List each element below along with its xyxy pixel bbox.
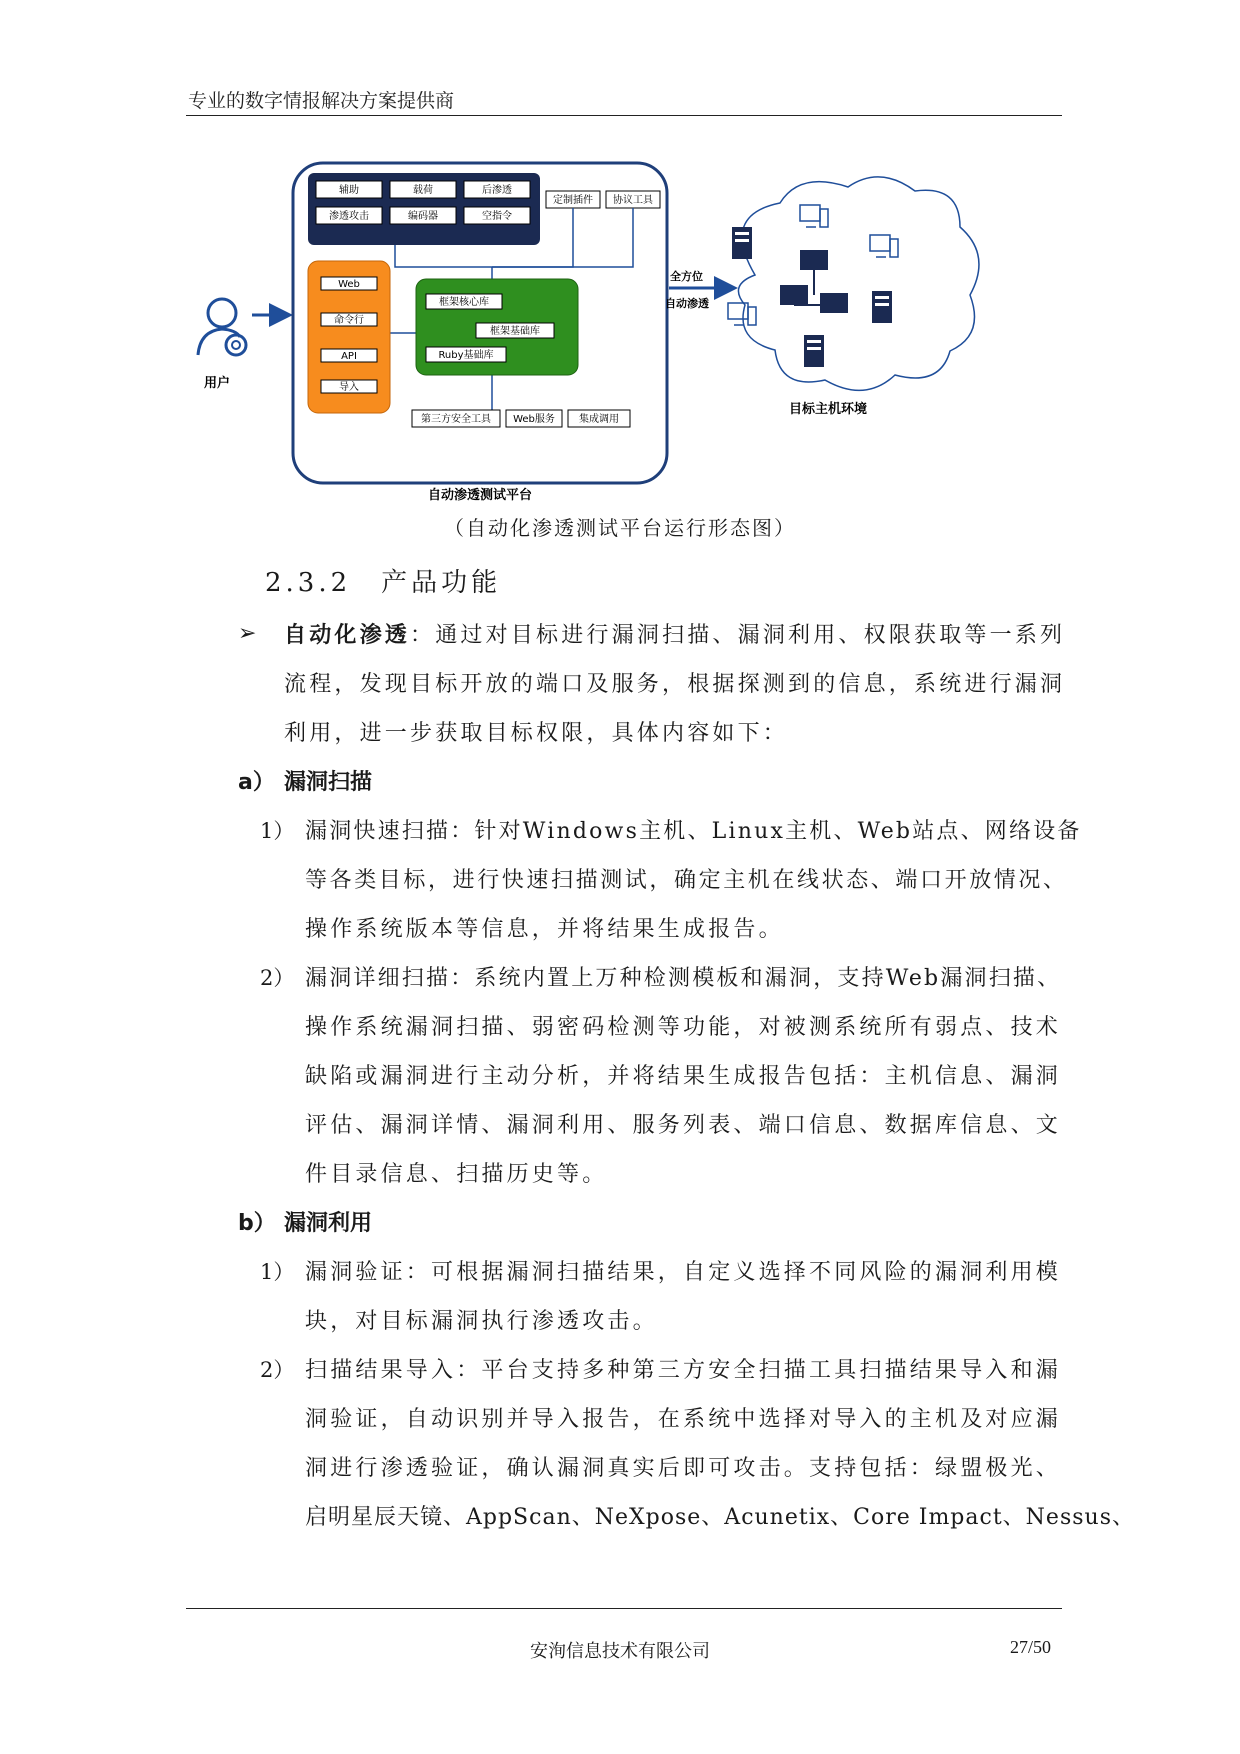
module-label: 载荷: [413, 185, 433, 196]
intro-line: [284, 618, 1065, 649]
section-title: 2.3.2 产品功能: [265, 568, 502, 598]
figure-caption: （自动化渗透测试平台运行形态图）: [444, 516, 796, 540]
item-line: 洞验证，自动识别并导入报告，在系统中选择对导入的主机及对应漏: [305, 1407, 1062, 1432]
user-icon: [198, 299, 246, 355]
bullet-arrow-icon: ➢: [238, 621, 257, 646]
intro-bold-title: 自动化渗透: [284, 623, 411, 648]
core-lib-label: 框架核心库: [439, 297, 489, 308]
part-b-title: 漏洞利用: [284, 1211, 373, 1236]
item-line: 操作系统漏洞扫描、弱密码检测等功能，对被测系统所有弱点、技术: [305, 1015, 1062, 1040]
arrow-label-2: 自动渗透: [665, 297, 709, 310]
item-line: 件目录信息、扫描历史等。: [305, 1162, 608, 1187]
item-line: 操作系统版本等信息，并将结果生成报告。: [305, 917, 784, 942]
module-label: 空指令: [482, 211, 512, 222]
module-label: 辅助: [339, 185, 359, 196]
item-number: 1）: [260, 819, 295, 843]
platform-label: 自动渗透测试平台: [427, 488, 533, 503]
item-line: 缺陷或漏洞进行主动分析，并将结果生成报告包括：主机信息、漏洞: [305, 1064, 1062, 1089]
item-number: 2）: [260, 966, 295, 990]
page-header-title: 专业的数字情报解决方案提供商: [188, 90, 455, 112]
module-label: 后渗透: [482, 185, 512, 196]
protocol-tool-label: 协议工具: [613, 195, 653, 206]
target-label: 目标主机环境: [788, 402, 868, 417]
platform-diagram: [180, 155, 1080, 513]
item-line: 漏洞验证：可根据漏洞扫描结果，自定义选择不同风险的漏洞利用模: [305, 1260, 1062, 1285]
module-label: 渗透攻击: [329, 211, 369, 222]
item-line: 漏洞快速扫描：针对Windows主机、Linux主机、Web站点、网络设备: [305, 819, 1082, 844]
base-lib-label: 框架基础库: [490, 326, 540, 337]
arrow-label-1: 全方位: [670, 270, 703, 283]
server-icon: [732, 227, 752, 259]
part-a-title: 漏洞扫描: [284, 770, 373, 795]
intro-line: 流程，发现目标开放的端口及服务，根据探测到的信息，系统进行漏洞: [284, 672, 1066, 697]
item-line: 漏洞详细扫描：系统内置上万种检测模板和漏洞，支持Web漏洞扫描、: [305, 966, 1062, 991]
module-label: 编码器: [408, 211, 438, 222]
interface-label: Web: [338, 279, 360, 290]
item-line: 启明星辰天镜、AppScan、NeXpose、Acunetix、Core Impact、Nessus、: [305, 1505, 1135, 1530]
item-line: 洞进行渗透验证，确认漏洞真实后即可攻击。支持包括：绿盟极光、: [305, 1456, 1062, 1481]
item-line: 等各类目标，进行快速扫描测试，确定主机在线状态、端口开放情况、: [305, 868, 1068, 893]
server-icon: [872, 291, 892, 323]
server-icon: [804, 335, 824, 367]
intro-line: 利用，进一步获取目标权限，具体内容如下：: [284, 721, 789, 746]
target-cloud: [738, 177, 979, 390]
custom-plugin-label: 定制插件: [553, 195, 593, 206]
bottom-tool-label: 集成调用: [579, 414, 619, 425]
item-number: 2）: [260, 1358, 295, 1382]
user-label: 用户: [204, 376, 231, 391]
part-b-label: b）: [238, 1211, 276, 1236]
ruby-lib-label: Ruby基础库: [438, 350, 494, 361]
intro-text: ：通过对目标进行漏洞扫描、漏洞利用、权限获取等一系列: [410, 623, 1066, 648]
bottom-tool-label: 第三方安全工具: [421, 414, 491, 425]
footer-company: 安洵信息技术有限公司: [530, 1641, 710, 1662]
interface-label: API: [341, 351, 357, 362]
header-divider: [186, 115, 1062, 116]
item-line: 评估、漏洞详情、漏洞利用、服务列表、端口信息、数据库信息、文: [305, 1113, 1062, 1138]
part-a-label: a）: [238, 770, 275, 795]
interface-label: 导入: [339, 382, 359, 393]
footer-divider: [186, 1608, 1062, 1609]
item-line: 块，对目标漏洞执行渗透攻击。: [305, 1309, 658, 1334]
item-number: 1）: [260, 1260, 295, 1284]
bottom-tool-label: Web服务: [513, 414, 555, 425]
item-line: 扫描结果导入：平台支持多种第三方安全扫描工具扫描结果导入和漏: [305, 1358, 1062, 1383]
interface-label: 命令行: [334, 315, 364, 326]
page-number: 27/50: [1010, 1637, 1052, 1657]
